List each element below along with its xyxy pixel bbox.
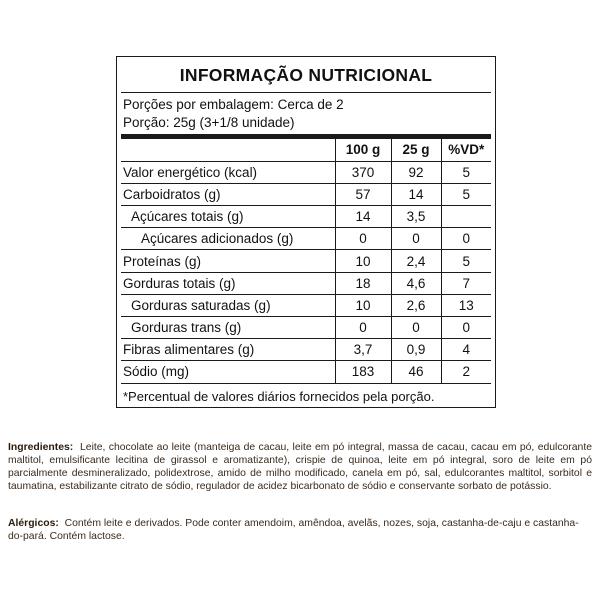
nutrient-name: Valor energético (kcal) <box>121 161 335 183</box>
value-25g: 2,6 <box>391 294 441 316</box>
table-row <box>121 206 491 228</box>
table-row <box>121 339 491 361</box>
nutrient-name: Açúcares adicionados (g) <box>121 228 335 250</box>
allergens-block <box>8 517 592 543</box>
value-100g: 14 <box>335 206 391 228</box>
nutrient-name: Fibras alimentares (g) <box>121 339 335 361</box>
nutrition-table <box>121 139 491 384</box>
servings-per-package: Porções por embalagem: Cerca de 2 <box>123 97 344 112</box>
ingredients-text: Leite, chocolate ao leite (manteiga de cacau, leite em pó integral, massa de cacau, cacau em pó, edulcorante maltitol, emulsificante lecitina de girassol e aromatizante), crispie de quinoa, leite em pó integral, soro de leite em pó parcialmente desmineralizado, polidextrose, amido de milho modificado, canela em pó, sal, edulcorantes maltitol, sorbitol e taumatina, estabilizante citrato de sódio, regulador de acidez bicarbonato de sódio e conservante sorbato de potássio. <box>8 442 592 492</box>
nutrient-name: Carboidratos (g) <box>121 183 335 205</box>
nutrient-name: Gorduras totais (g) <box>121 272 335 294</box>
table-row <box>121 161 491 183</box>
nutrition-facts-panel <box>116 56 496 408</box>
value-100g: 10 <box>335 250 391 272</box>
value-vd: 5 <box>441 183 491 205</box>
table-row <box>121 317 491 339</box>
value-100g: 0 <box>335 228 391 250</box>
value-100g: 57 <box>335 183 391 205</box>
value-25g: 92 <box>391 161 441 183</box>
table-row <box>121 250 491 272</box>
value-25g: 0,9 <box>391 339 441 361</box>
value-vd: 0 <box>441 228 491 250</box>
allergens-text: Contém leite e derivados. Pode conter amendoim, amêndoa, avelãs, nozes, soja, castanha-de-caju e castanha-do-pará. Contém lactose. <box>8 518 579 542</box>
nutrient-name: Gorduras saturadas (g) <box>121 294 335 316</box>
header-25g: 25 g <box>391 139 441 161</box>
value-vd <box>441 206 491 228</box>
table-row <box>121 228 491 250</box>
nutrition-title: INFORMAÇÃO NUTRICIONAL <box>179 65 433 85</box>
value-25g: 3,5 <box>391 206 441 228</box>
value-100g: 370 <box>335 161 391 183</box>
value-25g: 14 <box>391 183 441 205</box>
nutrient-name: Açúcares totais (g) <box>121 206 335 228</box>
value-vd: 2 <box>441 361 491 383</box>
value-100g: 10 <box>335 294 391 316</box>
table-row <box>121 294 491 316</box>
table-row <box>121 183 491 205</box>
value-25g: 4,6 <box>391 272 441 294</box>
table-row <box>121 361 491 383</box>
value-100g: 0 <box>335 317 391 339</box>
value-25g: 0 <box>391 317 441 339</box>
value-vd: 7 <box>441 272 491 294</box>
value-25g: 46 <box>391 361 441 383</box>
serving-size: Porção: 25g (3+1/8 unidade) <box>123 115 295 130</box>
value-100g: 18 <box>335 272 391 294</box>
nutrient-name: Sódio (mg) <box>121 361 335 383</box>
header-nutrient <box>121 139 335 161</box>
table-header-row <box>121 139 491 161</box>
value-vd: 13 <box>441 294 491 316</box>
value-vd: 0 <box>441 317 491 339</box>
value-vd: 5 <box>441 250 491 272</box>
value-vd: 4 <box>441 339 491 361</box>
header-vd: %VD* <box>441 139 491 161</box>
value-100g: 183 <box>335 361 391 383</box>
header-100g: 100 g <box>335 139 391 161</box>
ingredients-block <box>8 441 592 493</box>
ingredients-heading: Ingredientes: <box>8 442 77 453</box>
value-100g: 3,7 <box>335 339 391 361</box>
value-25g: 0 <box>391 228 441 250</box>
table-row <box>121 272 491 294</box>
daily-value-footnote: *Percentual de valores diários fornecidos pela porção. <box>123 388 435 404</box>
nutrient-name: Gorduras trans (g) <box>121 317 335 339</box>
allergens-heading: Alérgicos: <box>8 518 62 529</box>
value-25g: 2,4 <box>391 250 441 272</box>
nutrient-name: Proteínas (g) <box>121 250 335 272</box>
value-vd: 5 <box>441 161 491 183</box>
